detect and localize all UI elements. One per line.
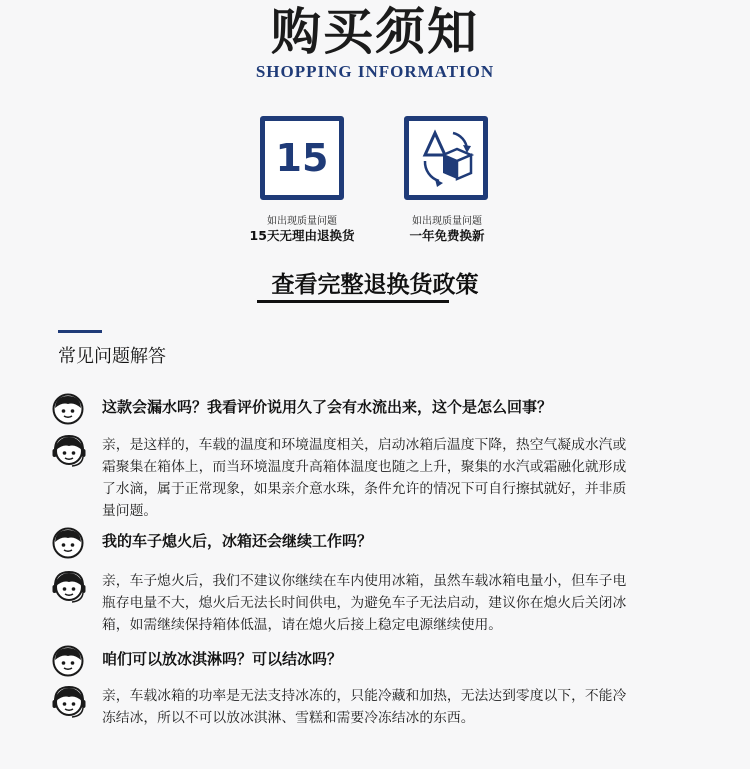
service-agent-icon [52,434,86,470]
faq-answer [102,434,702,522]
customer-face-icon [52,527,84,559]
service-agent-icon [52,570,86,606]
badge-caption-big: 15天无理由退换货 [249,228,355,243]
policy-underline [257,300,449,303]
exchange-cube-icon [413,125,479,191]
customer-face-icon [52,393,84,425]
badge-caption-big: 一年免费换新 [409,228,485,243]
exchange-badge [404,116,488,200]
badge-caption-small: 如出现质量问题 [267,216,337,227]
answer-line: 霜聚集在箱体上，而当环境温度升高箱体温度也随之上升，聚集的水汽或霜融化就形成 [102,459,627,475]
page-subtitle: SHOPPING INFORMATION [255,62,495,81]
page-title: 购买须知 [271,2,479,61]
answer-line: 冻结冰，所以不可以放冰淇淋、雪糕和需要冷冻结冰的东西。 [102,710,475,726]
answer-line: 量问题。 [102,503,158,519]
view-full-policy-link[interactable]: 查看完整退换货政策 [271,271,479,298]
faq-question: 咱们可以放冰淇淋吗？可以结冰吗？ [102,650,343,668]
answer-line: 了水滴，属于正常现象，如果亲介意水珠，条件允许的情况下可自行擦拭就好，并非质 [102,481,627,497]
faq-question: 这款会漏水吗？我看评价说用久了会有水流出来，这个是怎么回事？ [102,398,553,416]
answer-line: 瓶存电量不大，熄火后无法长时间供电，为避免车子无法启动，建议你在熄火后关闭冰 [102,595,627,611]
badge-caption-small: 如出现质量问题 [412,216,482,227]
faq-question: 我的车子熄火后，冰箱还会继续工作吗？ [102,532,373,550]
faq-accent-bar [58,330,102,333]
return-15-days-badge [260,116,344,200]
customer-face-icon [52,645,84,677]
answer-line: 亲，车载冰箱的功率是无法支持冰冻的，只能冷藏和加热，无法达到零度以下，不能冷 [102,688,627,704]
answer-line: 箱，如需继续保持箱体低温，请在熄火后接上稳定电源继续使用。 [102,617,503,633]
faq-answer [102,685,702,729]
answer-line: 亲，是这样的，车载的温度和环境温度相关，启动冰箱后温度下降，热空气凝成水汽或 [102,437,627,453]
number-15-icon: 15 [275,136,329,180]
faq-answer [102,570,702,636]
answer-line: 亲，车子熄火后，我们不建议你继续在车内使用冰箱，虽然车载冰箱电量小，但车子电 [102,573,627,589]
faq-title: 常见问题解答 [58,346,166,367]
service-agent-icon [52,685,86,721]
